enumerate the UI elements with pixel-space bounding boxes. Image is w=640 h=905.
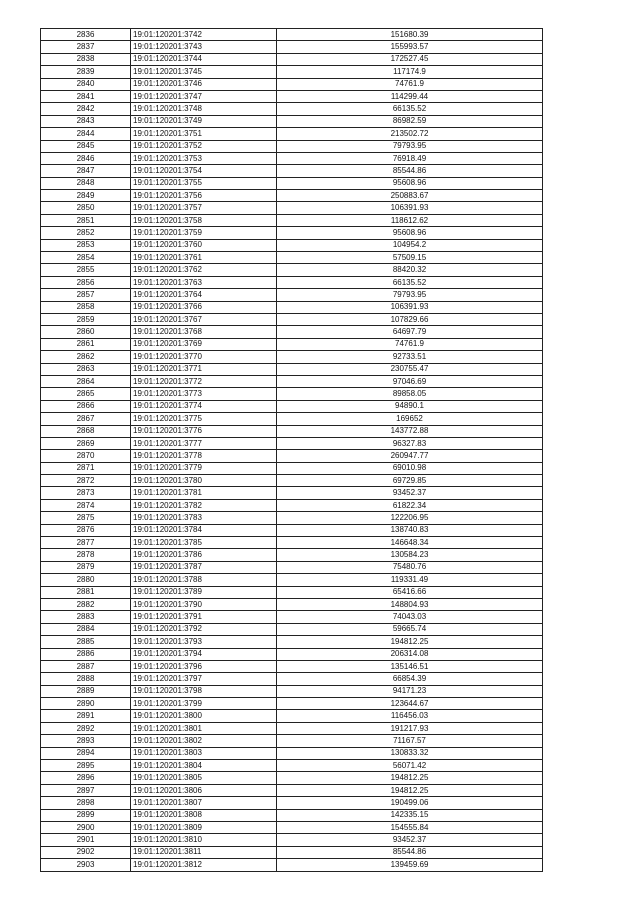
value-cell: 95608.96 [277,177,543,189]
row-number-cell: 2869 [41,437,131,449]
table-row [41,611,543,623]
table-row [41,239,543,251]
table-row [41,722,543,734]
value-cell: 116456.03 [277,710,543,722]
cadastral-number-cell: 19:01:120201:3805 [131,772,277,784]
value-cell: 85544.86 [277,846,543,858]
table-row [41,289,543,301]
cadastral-number-cell: 19:01:120201:3792 [131,623,277,635]
value-cell: 79793.95 [277,140,543,152]
row-number-cell: 2855 [41,264,131,276]
row-number-cell: 2861 [41,338,131,350]
cadastral-number-cell: 19:01:120201:3804 [131,760,277,772]
table-row [41,524,543,536]
cadastral-number-cell: 19:01:120201:3808 [131,809,277,821]
table-row [41,673,543,685]
value-cell: 86982.59 [277,115,543,127]
table-row [41,648,543,660]
row-number-cell: 2873 [41,487,131,499]
value-cell: 130584.23 [277,549,543,561]
table-row [41,128,543,140]
row-number-cell: 2870 [41,450,131,462]
table-row [41,90,543,102]
table-row [41,326,543,338]
value-cell: 104954.2 [277,239,543,251]
table-row [41,227,543,239]
value-cell: 71167.57 [277,735,543,747]
row-number-cell: 2868 [41,425,131,437]
cadastral-number-cell: 19:01:120201:3759 [131,227,277,239]
table-row [41,549,543,561]
cadastral-number-cell: 19:01:120201:3763 [131,276,277,288]
table-row [41,537,543,549]
value-cell: 69729.85 [277,475,543,487]
row-number-cell: 2878 [41,549,131,561]
value-cell: 85544.86 [277,165,543,177]
table-row [41,834,543,846]
row-number-cell: 2845 [41,140,131,152]
row-number-cell: 2889 [41,685,131,697]
table-row [41,388,543,400]
row-number-cell: 2837 [41,41,131,53]
cadastral-number-cell: 19:01:120201:3775 [131,413,277,425]
value-cell: 123644.67 [277,698,543,710]
cadastral-number-cell: 19:01:120201:3776 [131,425,277,437]
table-row [41,53,543,65]
row-number-cell: 2895 [41,760,131,772]
value-cell: 148804.93 [277,598,543,610]
value-cell: 93452.37 [277,487,543,499]
value-cell: 61822.34 [277,499,543,511]
row-number-cell: 2880 [41,574,131,586]
row-number-cell: 2894 [41,747,131,759]
value-cell: 139459.69 [277,859,543,871]
row-number-cell: 2897 [41,784,131,796]
cadastral-number-cell: 19:01:120201:3787 [131,561,277,573]
table-row [41,685,543,697]
table-row [41,561,543,573]
row-number-cell: 2900 [41,822,131,834]
value-cell: 143772.88 [277,425,543,437]
table-row [41,809,543,821]
cadastral-table [40,28,543,872]
value-cell: 194812.25 [277,784,543,796]
table-row [41,797,543,809]
value-cell: 135146.51 [277,660,543,672]
value-cell: 75480.76 [277,561,543,573]
row-number-cell: 2847 [41,165,131,177]
row-number-cell: 2877 [41,537,131,549]
row-number-cell: 2891 [41,710,131,722]
table-row [41,735,543,747]
value-cell: 66135.52 [277,103,543,115]
value-cell: 138740.83 [277,524,543,536]
row-number-cell: 2862 [41,351,131,363]
value-cell: 151680.39 [277,29,543,41]
value-cell: 107829.66 [277,313,543,325]
row-number-cell: 2836 [41,29,131,41]
table-row [41,202,543,214]
cadastral-number-cell: 19:01:120201:3755 [131,177,277,189]
value-cell: 74043.03 [277,611,543,623]
value-cell: 194812.25 [277,636,543,648]
value-cell: 106391.93 [277,202,543,214]
table-row [41,264,543,276]
row-number-cell: 2884 [41,623,131,635]
cadastral-number-cell: 19:01:120201:3745 [131,66,277,78]
row-number-cell: 2896 [41,772,131,784]
cadastral-number-cell: 19:01:120201:3744 [131,53,277,65]
cadastral-number-cell: 19:01:120201:3794 [131,648,277,660]
cadastral-number-cell: 19:01:120201:3751 [131,128,277,140]
cadastral-number-cell: 19:01:120201:3811 [131,846,277,858]
value-cell: 230755.47 [277,363,543,375]
row-number-cell: 2876 [41,524,131,536]
row-number-cell: 2899 [41,809,131,821]
cadastral-number-cell: 19:01:120201:3773 [131,388,277,400]
table-row [41,598,543,610]
table-row [41,859,543,871]
row-number-cell: 2903 [41,859,131,871]
row-number-cell: 2841 [41,90,131,102]
row-number-cell: 2864 [41,375,131,387]
cadastral-number-cell: 19:01:120201:3779 [131,462,277,474]
table-row [41,190,543,202]
table-row [41,747,543,759]
value-cell: 74761.9 [277,338,543,350]
table-row [41,450,543,462]
value-cell: 191217.93 [277,722,543,734]
row-number-cell: 2853 [41,239,131,251]
cadastral-number-cell: 19:01:120201:3807 [131,797,277,809]
table-row [41,313,543,325]
cadastral-number-cell: 19:01:120201:3790 [131,598,277,610]
row-number-cell: 2875 [41,512,131,524]
table-row [41,784,543,796]
table-row [41,177,543,189]
table-row [41,78,543,90]
table-row [41,115,543,127]
cadastral-number-cell: 19:01:120201:3777 [131,437,277,449]
cadastral-number-cell: 19:01:120201:3786 [131,549,277,561]
row-number-cell: 2838 [41,53,131,65]
row-number-cell: 2846 [41,152,131,164]
value-cell: 119331.49 [277,574,543,586]
cadastral-number-cell: 19:01:120201:3756 [131,190,277,202]
cadastral-number-cell: 19:01:120201:3788 [131,574,277,586]
table-row [41,41,543,53]
cadastral-number-cell: 19:01:120201:3771 [131,363,277,375]
row-number-cell: 2885 [41,636,131,648]
cadastral-number-cell: 19:01:120201:3764 [131,289,277,301]
cadastral-number-cell: 19:01:120201:3743 [131,41,277,53]
cadastral-number-cell: 19:01:120201:3810 [131,834,277,846]
table-row [41,66,543,78]
cadastral-number-cell: 19:01:120201:3801 [131,722,277,734]
row-number-cell: 2881 [41,586,131,598]
table-row [41,636,543,648]
value-cell: 57509.15 [277,252,543,264]
table-row [41,475,543,487]
cadastral-number-cell: 19:01:120201:3769 [131,338,277,350]
cadastral-number-cell: 19:01:120201:3760 [131,239,277,251]
cadastral-number-cell: 19:01:120201:3806 [131,784,277,796]
table-row [41,499,543,511]
value-cell: 69010.98 [277,462,543,474]
cadastral-number-cell: 19:01:120201:3789 [131,586,277,598]
row-number-cell: 2886 [41,648,131,660]
row-number-cell: 2874 [41,499,131,511]
value-cell: 95608.96 [277,227,543,239]
table-row [41,165,543,177]
table-row [41,103,543,115]
row-number-cell: 2866 [41,400,131,412]
table-row [41,623,543,635]
table-row [41,437,543,449]
table-row [41,140,543,152]
table-row [41,772,543,784]
cadastral-number-cell: 19:01:120201:3742 [131,29,277,41]
cadastral-number-cell: 19:01:120201:3797 [131,673,277,685]
cadastral-number-cell: 19:01:120201:3798 [131,685,277,697]
row-number-cell: 2860 [41,326,131,338]
value-cell: 142335.15 [277,809,543,821]
value-cell: 146648.34 [277,537,543,549]
row-number-cell: 2852 [41,227,131,239]
row-number-cell: 2865 [41,388,131,400]
value-cell: 76918.49 [277,152,543,164]
value-cell: 213502.72 [277,128,543,140]
value-cell: 96327.83 [277,437,543,449]
value-cell: 56071.42 [277,760,543,772]
cadastral-number-cell: 19:01:120201:3762 [131,264,277,276]
table-row [41,152,543,164]
cadastral-number-cell: 19:01:120201:3778 [131,450,277,462]
row-number-cell: 2888 [41,673,131,685]
cadastral-number-cell: 19:01:120201:3791 [131,611,277,623]
value-cell: 172527.45 [277,53,543,65]
cadastral-number-cell: 19:01:120201:3800 [131,710,277,722]
value-cell: 130833.32 [277,747,543,759]
table-row [41,487,543,499]
value-cell: 122206.95 [277,512,543,524]
value-cell: 250883.67 [277,190,543,202]
row-number-cell: 2890 [41,698,131,710]
value-cell: 97046.69 [277,375,543,387]
value-cell: 94171.23 [277,685,543,697]
cadastral-number-cell: 19:01:120201:3783 [131,512,277,524]
value-cell: 65416.66 [277,586,543,598]
cadastral-number-cell: 19:01:120201:3809 [131,822,277,834]
value-cell: 169652 [277,413,543,425]
cadastral-number-cell: 19:01:120201:3746 [131,78,277,90]
value-cell: 92733.51 [277,351,543,363]
table-row [41,822,543,834]
table-row [41,351,543,363]
row-number-cell: 2854 [41,252,131,264]
cadastral-number-cell: 19:01:120201:3767 [131,313,277,325]
row-number-cell: 2902 [41,846,131,858]
row-number-cell: 2871 [41,462,131,474]
value-cell: 206314.08 [277,648,543,660]
cadastral-number-cell: 19:01:120201:3785 [131,537,277,549]
table-row [41,301,543,313]
value-cell: 155993.57 [277,41,543,53]
cadastral-number-cell: 19:01:120201:3747 [131,90,277,102]
cadastral-number-cell: 19:01:120201:3772 [131,375,277,387]
row-number-cell: 2840 [41,78,131,90]
row-number-cell: 2859 [41,313,131,325]
row-number-cell: 2893 [41,735,131,747]
row-number-cell: 2843 [41,115,131,127]
value-cell: 88420.32 [277,264,543,276]
cadastral-number-cell: 19:01:120201:3799 [131,698,277,710]
cadastral-number-cell: 19:01:120201:3774 [131,400,277,412]
row-number-cell: 2850 [41,202,131,214]
value-cell: 117174.9 [277,66,543,78]
value-cell: 89858.05 [277,388,543,400]
value-cell: 66135.52 [277,276,543,288]
cadastral-number-cell: 19:01:120201:3780 [131,475,277,487]
row-number-cell: 2887 [41,660,131,672]
table-body [41,29,543,872]
row-number-cell: 2882 [41,598,131,610]
table-row [41,462,543,474]
cadastral-number-cell: 19:01:120201:3802 [131,735,277,747]
cadastral-number-cell: 19:01:120201:3781 [131,487,277,499]
value-cell: 74761.9 [277,78,543,90]
cadastral-number-cell: 19:01:120201:3753 [131,152,277,164]
table-row [41,214,543,226]
cadastral-number-cell: 19:01:120201:3782 [131,499,277,511]
cadastral-number-cell: 19:01:120201:3761 [131,252,277,264]
cadastral-number-cell: 19:01:120201:3803 [131,747,277,759]
table-row [41,252,543,264]
cadastral-number-cell: 19:01:120201:3768 [131,326,277,338]
row-number-cell: 2892 [41,722,131,734]
row-number-cell: 2839 [41,66,131,78]
row-number-cell: 2848 [41,177,131,189]
cadastral-number-cell: 19:01:120201:3757 [131,202,277,214]
row-number-cell: 2857 [41,289,131,301]
table-row [41,698,543,710]
table-row [41,400,543,412]
row-number-cell: 2856 [41,276,131,288]
value-cell: 260947.77 [277,450,543,462]
cadastral-number-cell: 19:01:120201:3752 [131,140,277,152]
cadastral-number-cell: 19:01:120201:3796 [131,660,277,672]
row-number-cell: 2898 [41,797,131,809]
table-row [41,846,543,858]
value-cell: 106391.93 [277,301,543,313]
cadastral-number-cell: 19:01:120201:3784 [131,524,277,536]
cadastral-number-cell: 19:01:120201:3754 [131,165,277,177]
table-row [41,276,543,288]
row-number-cell: 2842 [41,103,131,115]
value-cell: 59665.74 [277,623,543,635]
value-cell: 114299.44 [277,90,543,102]
table-row [41,760,543,772]
table-row [41,363,543,375]
value-cell: 94890.1 [277,400,543,412]
cadastral-number-cell: 19:01:120201:3793 [131,636,277,648]
row-number-cell: 2863 [41,363,131,375]
value-cell: 93452.37 [277,834,543,846]
row-number-cell: 2867 [41,413,131,425]
table-row [41,413,543,425]
cadastral-number-cell: 19:01:120201:3770 [131,351,277,363]
cadastral-number-cell: 19:01:120201:3748 [131,103,277,115]
cadastral-number-cell: 19:01:120201:3749 [131,115,277,127]
value-cell: 66854.39 [277,673,543,685]
table-row [41,29,543,41]
cadastral-number-cell: 19:01:120201:3766 [131,301,277,313]
table-row [41,375,543,387]
row-number-cell: 2901 [41,834,131,846]
table-row [41,660,543,672]
cadastral-number-cell: 19:01:120201:3812 [131,859,277,871]
table-row [41,574,543,586]
table-row [41,425,543,437]
value-cell: 154555.84 [277,822,543,834]
value-cell: 79793.95 [277,289,543,301]
value-cell: 194812.25 [277,772,543,784]
table-row [41,710,543,722]
value-cell: 64697.79 [277,326,543,338]
value-cell: 190499.06 [277,797,543,809]
row-number-cell: 2844 [41,128,131,140]
row-number-cell: 2872 [41,475,131,487]
row-number-cell: 2879 [41,561,131,573]
table-row [41,338,543,350]
table-row [41,586,543,598]
table-row [41,512,543,524]
value-cell: 118612.62 [277,214,543,226]
cadastral-number-cell: 19:01:120201:3758 [131,214,277,226]
row-number-cell: 2851 [41,214,131,226]
row-number-cell: 2849 [41,190,131,202]
row-number-cell: 2883 [41,611,131,623]
row-number-cell: 2858 [41,301,131,313]
